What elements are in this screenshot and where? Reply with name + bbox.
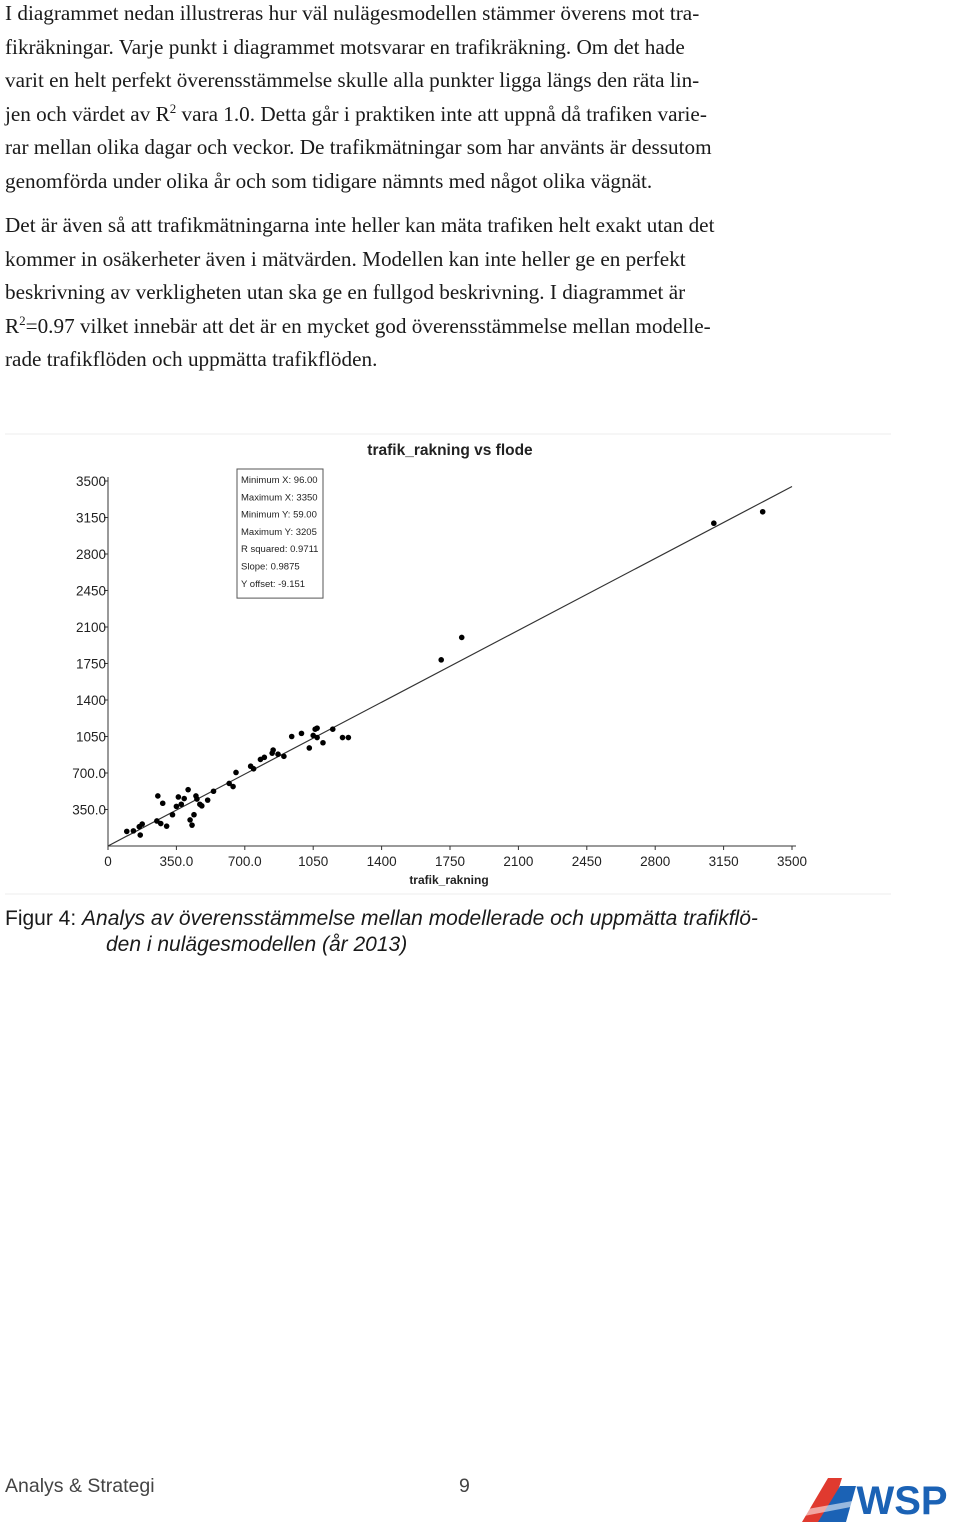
data-point — [251, 766, 257, 772]
stats-box-line: Slope: 0.9875 — [241, 561, 300, 573]
data-point — [289, 734, 295, 740]
stats-box-line: Maximum Y: 3205 — [241, 526, 317, 538]
caption-label: Figur 4: — [5, 907, 77, 930]
text-run: R — [5, 313, 20, 338]
data-point — [340, 735, 346, 741]
data-point — [181, 796, 187, 802]
y-tick-label: 1750 — [75, 656, 106, 672]
stats-box-line: Y offset: -9.151 — [241, 578, 306, 590]
x-tick-label: 1400 — [366, 854, 397, 869]
y-tick-label: 700.0 — [72, 766, 106, 781]
y-tick-label: 2100 — [75, 620, 106, 635]
data-point — [191, 812, 197, 818]
paragraph-1 — [5, 0, 827, 199]
page-number: 9 — [459, 1475, 470, 1497]
superscript: 2 — [169, 100, 177, 116]
data-point — [711, 520, 717, 526]
paragraph-line: beskrivning av verkligheten utan ska ge en fullgod beskrivning. I diagrammet är — [5, 280, 686, 305]
paragraph-line: Det är även så att trafikmätningarna inte heller kan mäta trafiken helt exakt utan det — [5, 213, 715, 237]
logo-text: WSP — [856, 1479, 948, 1523]
data-point — [199, 803, 205, 809]
data-point — [233, 770, 239, 776]
data-point — [270, 747, 276, 753]
data-point — [346, 735, 352, 741]
x-tick-label: 2450 — [571, 854, 602, 869]
paragraph-line: rade trafikflöden och uppmätta trafikflöden. — [5, 347, 378, 372]
text-run: =0.97 vilket innebär att det är en mycket god överensstämmelse mellan modelle- — [25, 313, 711, 338]
data-point — [155, 793, 161, 799]
y-tick-label: 2800 — [75, 547, 106, 562]
data-point — [330, 726, 336, 732]
text-run: . Detta går i praktiken inte att uppnå då trafiken varie- — [249, 101, 707, 126]
data-point — [314, 725, 320, 731]
y-tick-label: 1050 — [75, 729, 106, 745]
superscript: 2 — [19, 312, 26, 328]
paragraph-2 — [5, 209, 827, 377]
data-point — [275, 751, 281, 757]
wsp-logo — [798, 1470, 958, 1526]
paragraph-line: fikräkningar. Varje punkt i diagrammet motsvarar en trafikräkning. Om det hade — [5, 34, 685, 59]
paragraph-line: varit en helt perfekt överensstämmelse skulle alla punkter ligga längs den räta lin- — [5, 68, 700, 93]
x-tick-label: 0 — [104, 854, 112, 869]
data-point — [124, 829, 130, 835]
data-point — [306, 745, 312, 751]
paragraph-line: I diagrammet nedan illustreras hur väl nulägesmodellen stämmer överens mot tra- — [5, 1, 700, 25]
text-run: jen och värdet av R — [5, 101, 170, 126]
data-point — [185, 787, 191, 793]
data-point — [158, 821, 164, 827]
data-point — [281, 754, 287, 760]
x-tick-label: 3150 — [708, 854, 739, 869]
data-point — [459, 635, 465, 641]
paragraph-line — [5, 310, 827, 344]
stats-box-line: R squared: 0.9711 — [241, 544, 319, 556]
x-tick-label: 350.0 — [159, 854, 194, 869]
chart-title: trafik_rakning vs flode — [367, 442, 533, 459]
data-point — [160, 800, 166, 806]
scatter-chart — [5, 433, 891, 895]
paragraph-line: genomförda under olika år och som tidigare nämnts med något olika vägnät. — [5, 168, 653, 193]
figure-caption — [5, 906, 835, 958]
data-point — [262, 755, 268, 761]
data-point — [230, 784, 236, 790]
footer-section-title: Analys & Strategi — [5, 1475, 155, 1497]
x-tick-label: 3500 — [776, 854, 808, 869]
paragraph-line: rar mellan olika dagar och veckor. De trafikmätningar som har använts är dessutom — [5, 135, 712, 160]
stats-box-line: Minimum X: 96.00 — [241, 475, 318, 486]
data-point — [320, 740, 326, 746]
data-point — [189, 822, 195, 828]
x-tick-label: 1750 — [434, 854, 466, 869]
data-point — [178, 801, 184, 807]
data-point — [299, 731, 305, 737]
y-tick-label: 3150 — [75, 510, 106, 526]
data-point — [139, 821, 145, 827]
data-point — [310, 733, 316, 739]
data-point — [760, 509, 766, 515]
data-point — [176, 794, 182, 800]
stats-box-line: Maximum X: 3350 — [241, 492, 318, 504]
x-tick-label: 700.0 — [227, 854, 262, 869]
data-point — [193, 793, 199, 799]
data-point — [438, 657, 444, 663]
data-point — [187, 817, 193, 823]
stats-box-line: Minimum Y: 59.00 — [241, 509, 317, 521]
x-tick-label: 2100 — [503, 854, 534, 869]
data-point — [131, 828, 137, 834]
x-axis-label: trafik_rakning — [409, 873, 489, 887]
y-tick-label: 3500 — [75, 474, 106, 489]
caption-text: Analys av överensstämmelse mellan modellerade och uppmätta trafikflö- — [82, 907, 758, 930]
x-tick-label: 2800 — [640, 854, 671, 869]
data-point — [205, 797, 211, 803]
caption-text: den i nulägesmodellen (år 2013) — [106, 933, 408, 956]
data-point — [170, 812, 176, 818]
text-run: vara 1.0 — [176, 101, 250, 126]
data-point — [211, 788, 217, 794]
caption-line-2 — [5, 932, 835, 958]
paragraph-line: kommer in osäkerheter även i mätvärden. Modellen kan inte heller ge en perfekt — [5, 246, 686, 271]
data-point — [174, 804, 180, 810]
data-point — [164, 823, 170, 829]
x-tick-label: 1050 — [298, 854, 329, 869]
y-tick-label: 2450 — [75, 583, 106, 599]
data-point — [137, 832, 143, 838]
y-tick-label: 350.0 — [72, 802, 106, 818]
paragraph-line — [5, 98, 827, 132]
caption-line-1 — [5, 906, 835, 932]
y-tick-label: 1400 — [75, 693, 106, 708]
stats-box — [237, 469, 323, 598]
